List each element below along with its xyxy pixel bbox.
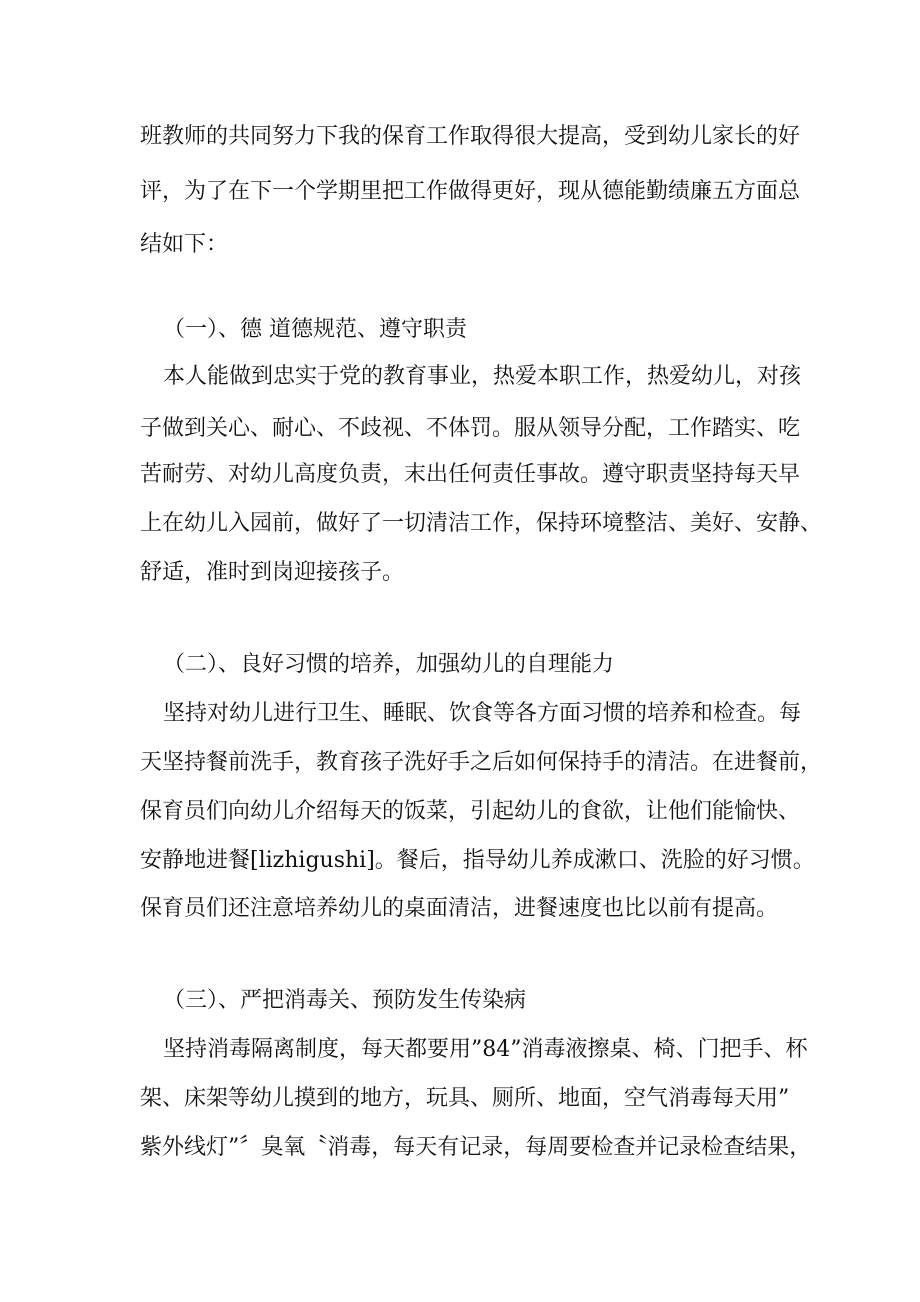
section3-heading: （三）、严把消毒关、预防发生传染病 xyxy=(163,988,527,1013)
section2-line-1: 坚持对幼儿进行卫生、睡眠、饮食等各方面习惯的培养和检查。每 xyxy=(163,701,802,726)
section1-heading: （一）、德 道德规范、遵守职责 xyxy=(163,317,467,342)
section3-line-3: 紫外线灯”〞臭氧〝消毒，每天有记录，每周要检查并记录检查结果， xyxy=(140,1135,812,1160)
section2-line-3: 保育员们向幼儿介绍每天的饭菜，引起幼儿的食欲，让他们能愉快、 xyxy=(140,799,801,824)
intro-line-1: 班教师的共同努力下我的保育工作取得很大提高，受到幼儿家长的好 xyxy=(140,124,801,149)
section1-line-4: 上在幼儿入园前，做好了一切清洁工作，保持环境整洁、美好、安静、 xyxy=(140,511,823,536)
section1-line-3: 苦耐劳、对幼儿高度负责，末出任何责任事故。遵守职责坚持每天早 xyxy=(140,462,801,487)
section2-line-5: 保育员们还注意培养幼儿的桌面清洁，进餐速度也比以前有提高。 xyxy=(140,896,779,921)
section1-line-2: 子做到关心、耐心、不歧视、不体罚。服从领导分配，工作踏实、吃 xyxy=(140,416,801,441)
section3-line-1: 坚持消毒隔离制度，每天都要用”84”消毒液擦桌、椅、门把手、杯 xyxy=(163,1037,808,1062)
intro-line-3: 结如下： xyxy=(140,232,229,257)
section2-line-2: 天坚持餐前洗手，教育孩子洗好手之后如何保持手的清洁。在进餐前， xyxy=(140,750,823,775)
section1-line-5: 舒适，准时到岗迎接孩子。 xyxy=(140,560,405,585)
section3-line-2: 架、床架等幼儿摸到的地方，玩具、厕所、地面，空气消毒每天用” xyxy=(140,1086,790,1111)
intro-line-2: 评，为了在下一个学期里把工作做得更好，现从德能勤绩廉五方面总 xyxy=(140,179,801,204)
section1-line-1: 本人能做到忠实于党的教育事业，热爱本职工作，热爱幼儿，对孩 xyxy=(163,364,802,389)
section2-line-4: 安静地进餐[lizhigushi]。餐后，指导幼儿养成漱口、洗脸的好习惯。 xyxy=(140,848,815,873)
section2-heading: （二）、良好习惯的培养，加强幼儿的自理能力 xyxy=(163,652,615,677)
